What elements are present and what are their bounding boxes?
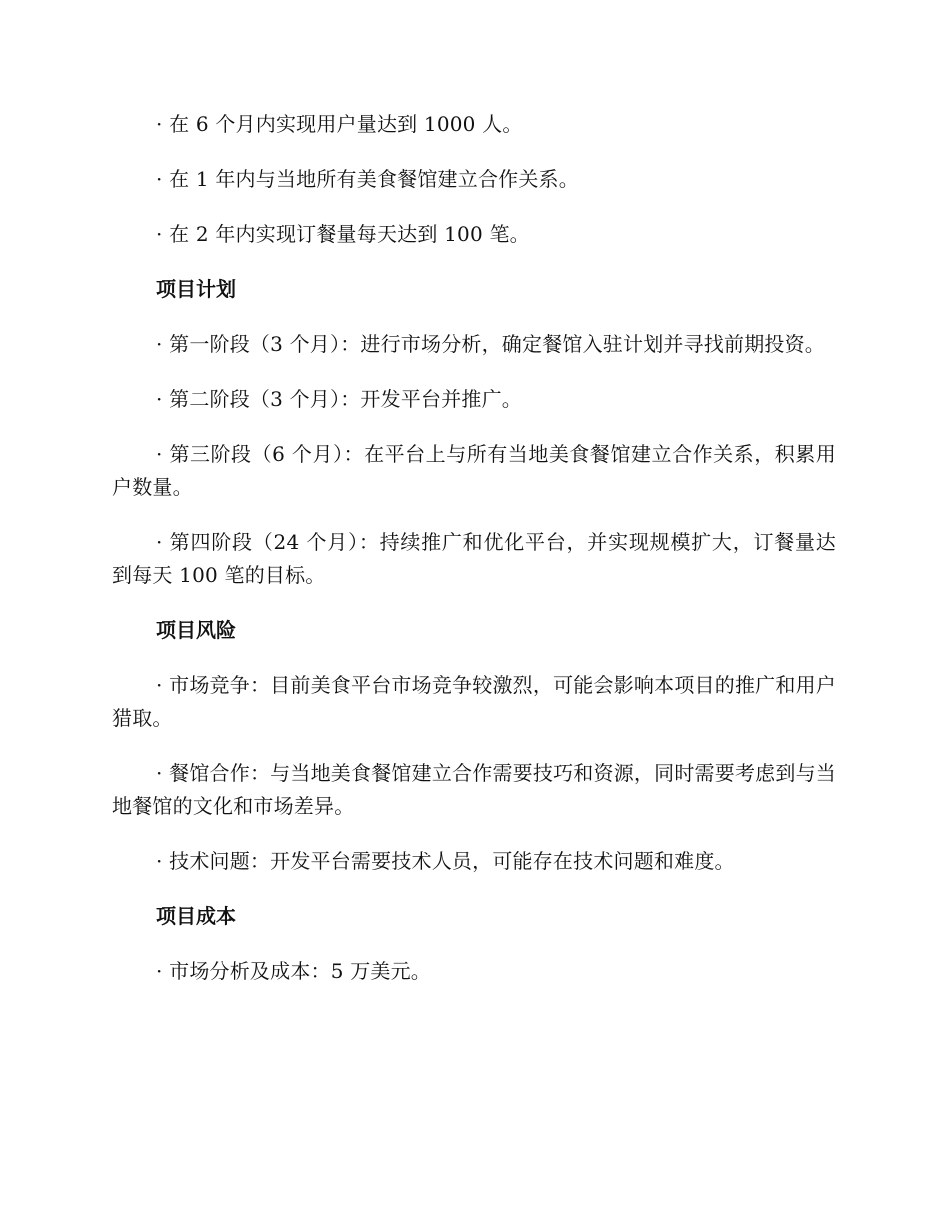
risk-restaurant-cooperation: · 餐馆合作：与当地美食餐馆建立合作需要技巧和资源，同时需要考虑到与当地餐馆的文化和市场差异。 (112, 761, 836, 818)
document-body (112, 108, 836, 1010)
goal-users: · 在 6 个月内实现用户量达到 1000 人。 (156, 112, 523, 136)
plan-phase-1: · 第一阶段（3 个月）：进行市场分析，确定餐馆入驻计划并寻找前期投资。 (156, 332, 825, 356)
plan-phase-2: · 第二阶段（3 个月）：开发平台并推广。 (156, 387, 522, 411)
plan-phase-4: · 第四阶段（24 个月）：持续推广和优化平台，并实现规模扩大，订餐量达到每天 100 笔的目标。 (112, 530, 836, 587)
section-heading-plan: 项目计划 (156, 277, 236, 301)
cost-market-analysis: · 市场分析及成本：5 万美元。 (156, 959, 431, 983)
risk-market-competition: · 市场竞争：目前美食平台市场竞争较激烈，可能会影响本项目的推广和用户猎取。 (112, 673, 836, 730)
section-heading-costs: 项目成本 (156, 904, 236, 928)
risk-technical-issues: · 技术问题：开发平台需要技术人员，可能存在技术问题和难度。 (156, 849, 735, 873)
goal-orders: · 在 2 年内实现订餐量每天达到 100 笔。 (156, 222, 530, 246)
plan-phase-3: · 第三阶段（6 个月）：在平台上与所有当地美食餐馆建立合作关系，积累用户数量。 (112, 442, 836, 499)
section-heading-risks: 项目风险 (156, 618, 236, 642)
goal-partnerships: · 在 1 年内与当地所有美食餐馆建立合作关系。 (156, 167, 579, 191)
